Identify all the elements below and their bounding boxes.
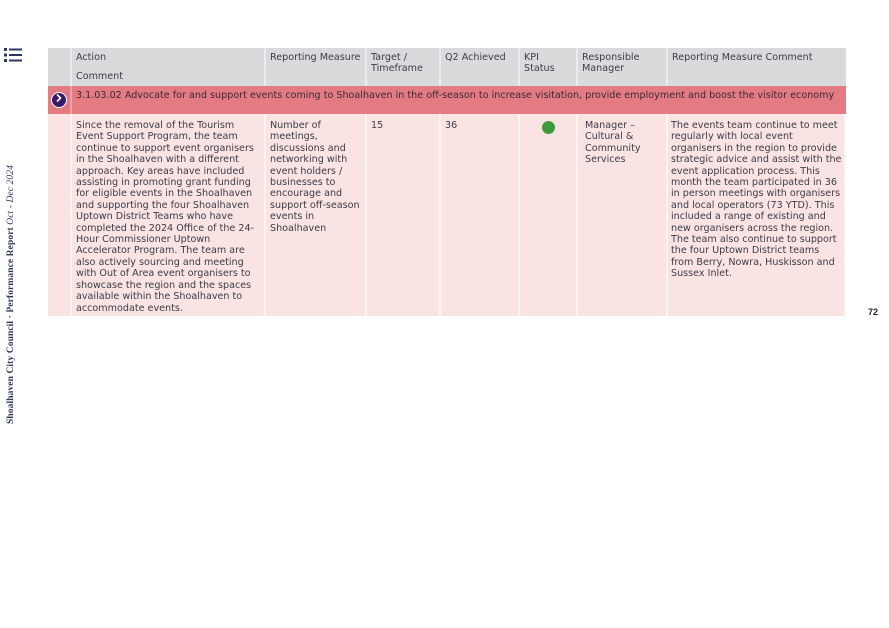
organisation-name: Shoalhaven City Council: [6, 320, 16, 424]
document-side-label: [6, 165, 16, 424]
q2-achieved-cell: 36: [441, 114, 520, 316]
separator: ·: [6, 312, 16, 321]
responsible-manager-cell: Manager – Cultural & Community Services: [578, 114, 668, 316]
target-cell: 15: [367, 114, 441, 316]
expand-cell: [48, 86, 72, 114]
row-expand-col: [48, 114, 72, 316]
header-target: Target / Timeframe: [367, 48, 441, 86]
table-row: [48, 114, 846, 316]
action-comment-cell: Since the removal of the Tourism Event Support Program, the team continue to support event organisers in the Shoalhaven with a different approach. Key areas have included assisting in promoting grant funding for eligible events in the Shoalhaven and supporting the four Shoalhaven Uptown District Teams who have completed the 2024 Office of the 24-Hour Commissioner Uptown Accelerator Program. The team are also actively sourcing and meeting with Out of Area event organisers to showcase the region and the spaces available within the Shoalhaven to accommodate events.: [72, 114, 266, 316]
performance-table: [48, 48, 846, 316]
measure-comment-cell: The events team continue to meet regularly with local event organisers in the region to provide strategic advice and assist with the event application process. This month the team participated in 36 in person meetings with organisers and local operators (73 YTD). This included a range of existing and new organisers across the region. The team also continue to support the four Uptown District teams from Berry, Nowra, Huskisson and Sussex Inlet.: [668, 114, 846, 316]
reporting-measure-cell: Number of meetings, discussions and networking with event holders / businesses to encourage and support off-season events in Shoalhaven: [266, 114, 367, 316]
expand-button[interactable]: [51, 92, 67, 108]
header-comment: Comment: [76, 71, 124, 83]
report-period: Oct - Dec 2024: [6, 165, 16, 225]
kpi-status-dot-icon: [542, 121, 555, 134]
page-number: 72: [868, 307, 879, 317]
header-action: Action: [76, 52, 107, 63]
report-name: Performance Report: [6, 224, 16, 313]
action-group-title: 3.1.03.02 Advocate for and support events coming to Shoalhaven in the off-season to increase visitation, provide employment and boost the visitor economy: [76, 90, 835, 101]
action-group-row: [48, 86, 846, 114]
header-kpi-status: KPI Status: [520, 48, 578, 86]
table-header-row: [48, 48, 846, 86]
header-expand-col: [48, 48, 72, 86]
header-q2-achieved: Q2 Achieved: [441, 48, 520, 86]
list-icon[interactable]: [4, 47, 22, 63]
chevron-right-icon: [55, 94, 63, 105]
header-action-comment: [72, 48, 266, 86]
header-reporting-measure: Reporting Measure: [266, 48, 367, 86]
header-measure-comment: Reporting Measure Comment: [672, 52, 813, 63]
header-responsible-manager: Responsible Manager: [578, 48, 668, 86]
kpi-status-cell: [520, 114, 578, 316]
